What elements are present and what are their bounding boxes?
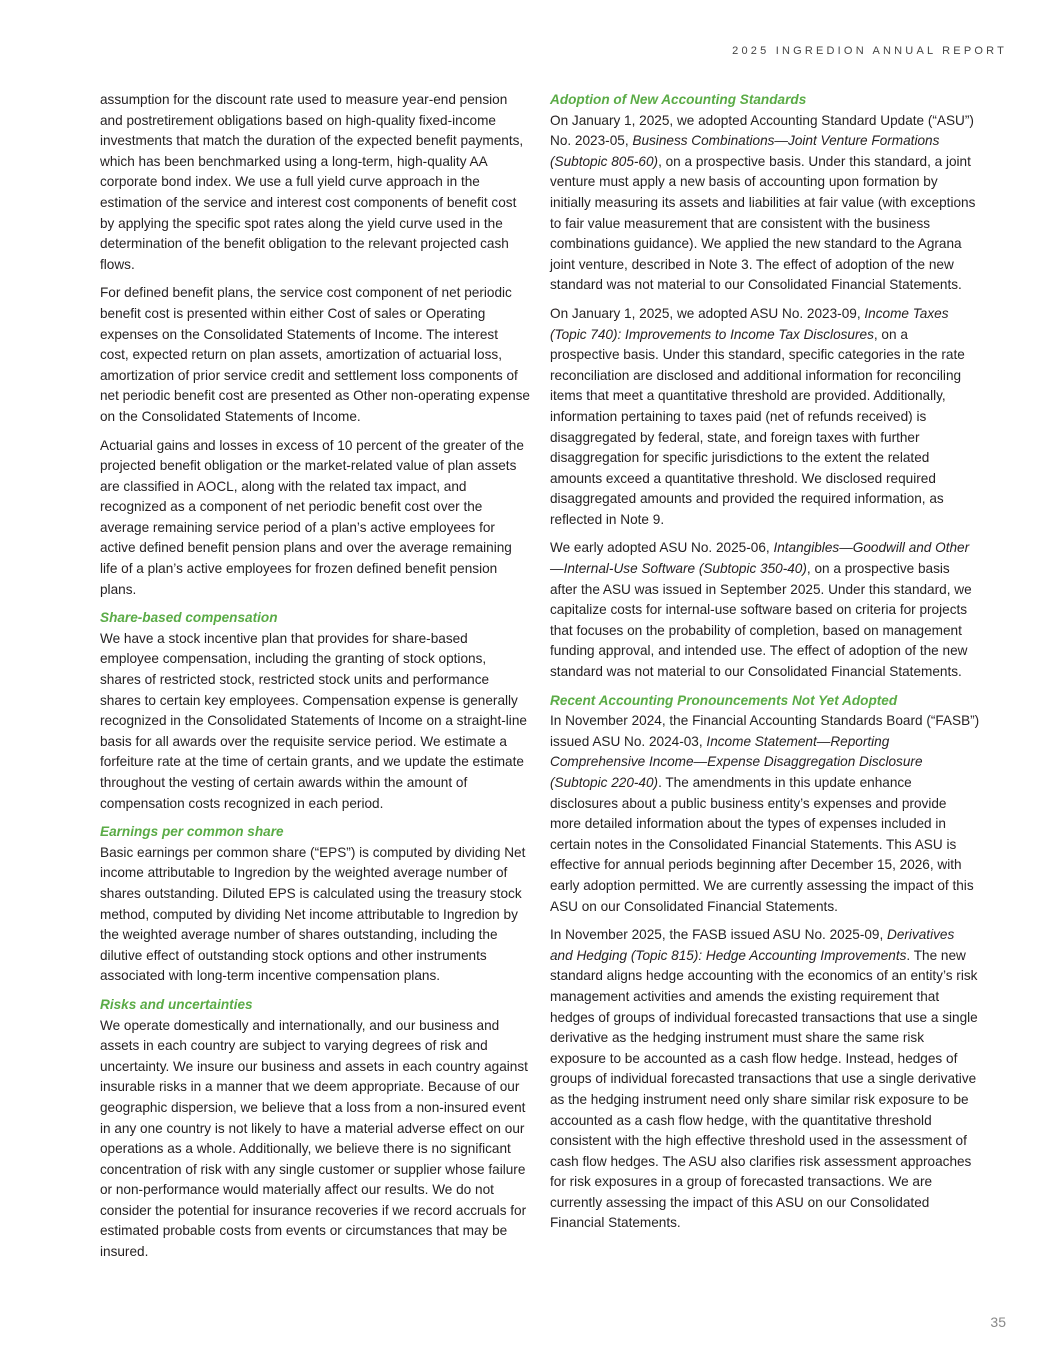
italic-citation: Intangibles—Goodwill and Other—Internal-Use Software (Subtopic 350-40) [550,540,970,577]
right-column [550,90,980,1242]
text-run: In November 2025, the FASB issued ASU No. 2025-09, [550,927,888,943]
italic-citation: Income Taxes (Topic 740): Improvements to Income Tax Disclosures [550,305,949,342]
text-run: Share-based compensation [100,610,278,626]
paragraph [100,843,530,987]
section-heading [550,90,980,111]
left-column [100,90,530,1271]
text-run: , on a prospective basis. Under this standard, a joint venture must apply a new basis of accounting upon formation by initially measuring its assets and liabilities at fair value (with exceptions to fair value measurement that are consistent with the business combinations guidance). We applied the new standard to the Agrana joint venture, described in Note 3. The effect of adoption of the new standard was not material to our Consolidated Financial Statements. [550,153,976,293]
text-run: We have a stock incentive plan that provides for share-based employee compensation, including the granting of stock options, shares of restricted stock, restricted stock units and performance shares to certain key employees. Compensation expense is generally recognized in the Consolidated Statements of Income on a straight-line basis for all awards over the requisite service period. We estimate a forfeiture rate at the time of certain grants, and we update the estimate throughout the vesting of certain awards within the amount of compensation costs recognized in each period. [100,630,527,811]
paragraph [550,304,980,531]
text-run: Risks and uncertainties [100,996,253,1012]
text-run: assumption for the discount rate used to measure year-end pension and postretirement obligations based on high-quality fixed-income investments that match the duration of the expected benefit payments, which has been benchmarked using a long-term, high-quality AA corporate bond index. We use a full yield curve approach in the estimation of the service and interest cost components of benefit cost by applying the specific spot rates along the yield curve used in the determination of the benefit obligation to the relevant projected cash flows. [100,92,524,272]
italic-citation: Derivatives and Hedging (Topic 815): Hedge Accounting Improvements [550,927,955,963]
page-number: 35 [990,1314,1006,1330]
section-heading [550,691,980,712]
text-run: , on a prospective basis after the ASU was issued in September 2025. Under this standard, we capitalize costs for internal-use software based on criteria for projects that focuses on the probability of completion, based on management funding approval, and intended use. The effect of adoption of the new standard was not material to our Consolidated Financial Statements. [550,561,972,680]
paragraph [100,90,530,275]
text-run: , on a prospective basis. Under this standard, specific categories in the rate reconciliation are disclosed and additional information for reconciling items that meet a quantitative threshold are provided. Additionally, information pertaining to taxes paid (net of refunds received) is disaggregated by federal, state, and foreign taxes with further disaggregation for specific jurisdictions to the extent the related amounts exceed a quantitative threshold. We disclosed required disaggregated amounts and provided the required information, as reflected in Note 9. [550,326,965,527]
section-heading [100,608,530,629]
text-run: We early adopted ASU No. 2025-06, [550,540,774,556]
paragraph [100,1016,530,1263]
text-run: . The new standard aligns hedge accounting with the economics of an entity’s risk management activities and amends the existing requirement that hedges of groups of individual forecasted transactions that use a single derivative as the hedging instrument must share the same risk exposure to be accounted as a cash flow hedge. Instead, hedges of groups of individual forecasted transactions that use a single derivative as the hedging instrument need only share similar risk exposure to be accounted as a cash flow hedge, with the quantitative threshold consistent with the high effective threshold used in the assessment of cash flow hedges. The ASU also clarifies risk assessment approaches for risk exposures in a group of forecasted transactions. We are currently assessing the impact of this ASU on our Consolidated Financial Statements. [550,947,978,1231]
text-run: For defined benefit plans, the service cost component of net periodic benefit cost is presented within either Cost of sales or Operating expenses on the Consolidated Statements of Income. The interest cost, expected return on plan assets, amortization of actuarial loss, amortization of prior service credit and settlement loss components of net periodic benefit cost are presented as Other non-operating expense on the Consolidated Statements of Income. [100,285,530,424]
section-heading [100,822,530,843]
text-run: On January 1, 2025, we adopted Accounting Standard Update (“ASU”) No. 2023-05, [550,112,974,149]
paragraph [550,925,980,1234]
italic-citation: Income Statement—Reporting Comprehensive Income—Expense Disaggregation Disclosure (Subtopic 220-40) [550,733,923,790]
paragraph [100,629,530,814]
report-header: 2025 INGREDION ANNUAL REPORT [732,45,1007,57]
paragraph [100,283,530,427]
paragraph [550,538,980,682]
text-run: Recent Accounting Pronouncements Not Yet Adopted [550,692,898,708]
paragraph [550,111,980,296]
text-run: On January 1, 2025, we adopted ASU No. 2023-09, [550,305,865,321]
paragraph [100,436,530,601]
italic-citation: Business Combinations—Joint Venture Formations (Subtopic 805-60) [550,133,940,169]
text-run: Basic earnings per common share (“EPS”) is computed by dividing Net income attributable to Ingredion by the weighted average number of shares outstanding. Diluted EPS is calculated using the treasury stock method, computed by dividing Net income attributable to Ingredion by the weighted average number of shares outstanding, including the dilutive effect of outstanding stock options and other instruments associated with long-term incentive compensation plans. [100,844,526,984]
text-run: Adoption of New Accounting Standards [550,92,807,107]
text-run: We operate domestically and internationally, and our business and assets in each country are subject to varying degrees of risk and uncertainty. We insure our business and assets in each country against insurable risks in a manner that we deem appropriate. Because of our geographic dispersion, we believe that a loss from a non-insured event in any one country is not likely to have a material adverse effect on our operations as a whole. Additionally, we believe there is no significant concentration of risk with any single customer or supplier whose failure or non-performance would materially affect our results. We do not consider the potential for insurance recoveries if we record accruals for estimated probable costs from events or circumstances that may be insured. [100,1017,528,1260]
text-run: Earnings per common share [100,824,284,840]
section-heading [100,995,530,1016]
paragraph [550,711,980,917]
text-run: Actuarial gains and losses in excess of 10 percent of the greater of the projected benefit obligation or the market-related value of plan assets are classified in AOCL, along with the related tax impact, and recognized as a component of net periodic benefit cost over the average remaining service period of a plan’s active employees for active defined benefit pension plans and over the average remaining life of a plan’s active employees for frozen defined benefit pension plans. [100,437,524,597]
text-run: In November 2024, the Financial Accounting Standards Board (“FASB”) issued ASU No. 2024-03, [550,713,980,749]
text-run: . The amendments in this update enhance disclosures about a public business entity’s expenses and provide more detailed information about the types of expenses included in certain notes in the Consolidated Financial Statements. This ASU is effective for annual periods beginning after December 15, 2026, with early adoption permitted. We are currently assessing the impact of this ASU on our Consolidated Financial Statements. [550,775,974,914]
